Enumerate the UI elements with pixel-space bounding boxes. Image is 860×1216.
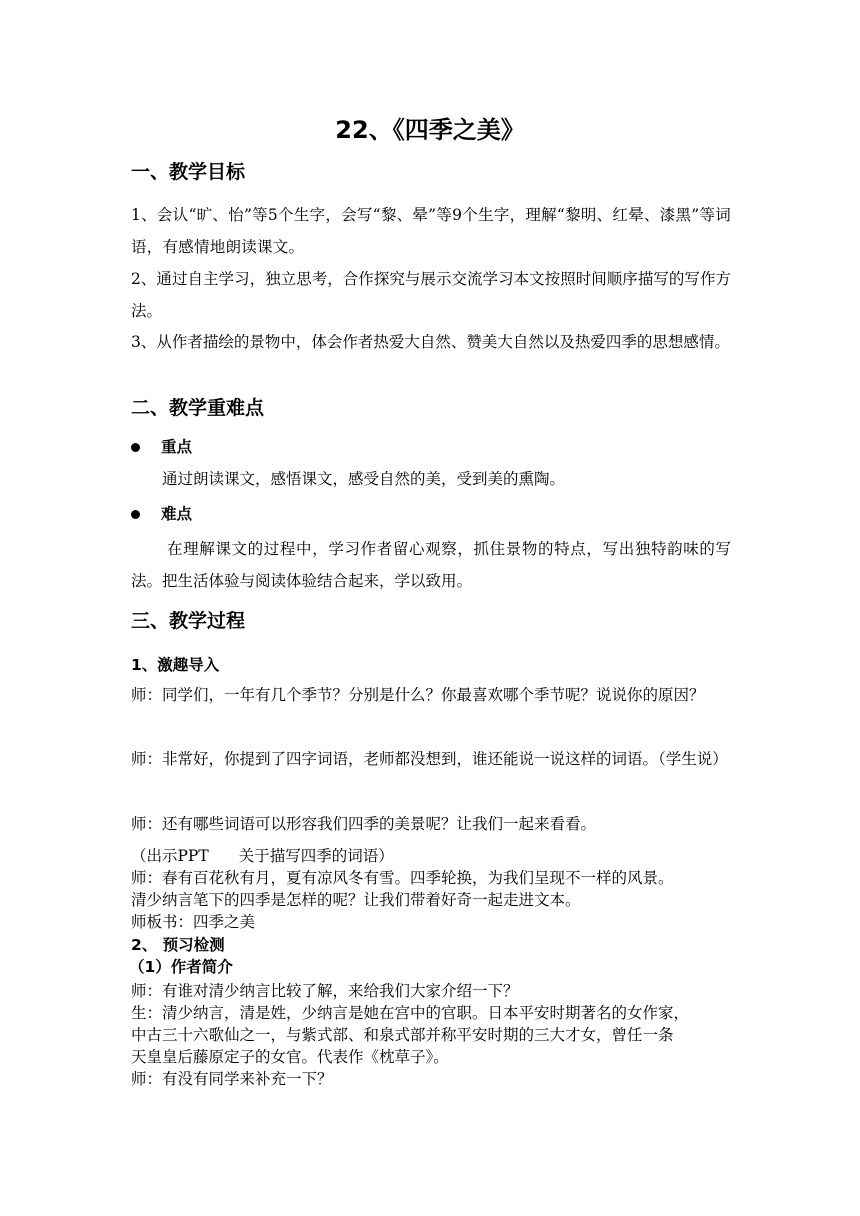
objective-item-1: 1、会认“旷、怡”等5个生字，会写“黎、晕”等9个生字，理解“黎明、红晕、漆黑”等词语，有感情地朗读课文。 xyxy=(131,206,731,256)
process-line-6: 中古三十六歌仙之一，与紫式部、和泉式部并称平安时期的三大才女，曾任一条 xyxy=(131,1026,674,1044)
section-heading-key-points: 二、教学重难点 xyxy=(131,397,265,419)
process-line-1: 师：春有百花秋有月，夏有凉风冬有雪。四季轮换，为我们呈现不一样的风景。 xyxy=(131,869,674,887)
step-2-title: 2、 预习检测 xyxy=(131,936,225,954)
step-1-title: 1、激趣导入 xyxy=(131,656,220,674)
section-heading-objectives: 一、教学目标 xyxy=(131,161,246,183)
process-line-8: 师：有没有同学来补充一下？ xyxy=(131,1070,333,1088)
process-line-5: 生：清少纳言，清是姓，少纳言是她在宫中的官职。日本平安时期著名的女作家， xyxy=(131,1004,690,1022)
objective-item-3: 3、从作者描绘的景物中，体会作者热爱大自然、赞美大自然以及热爱四季的思想感情。 xyxy=(131,333,730,351)
difficult-point-text: 在理解课文的过程中，学习作者留心观察，抓住景物的特点，写出独特韵味的写法。把生活体验与阅读体验结合起来，学以致用。 xyxy=(131,540,731,590)
ppt-note-part-1: （出示PPT xyxy=(131,847,209,865)
process-paragraph-3: 师：还有哪些词语可以形容我们四季的美景呢？让我们一起来看看。 xyxy=(131,815,597,833)
document-title: 22、《四季之美》 xyxy=(335,116,525,144)
section-heading-process: 三、教学过程 xyxy=(131,610,246,632)
objective-item-2: 2、通过自主学习，独立思考，合作探究与展示交流学习本文按照时间顺序描写的写作方法。 xyxy=(131,270,731,320)
process-line-3: 师板书：四季之美 xyxy=(131,913,256,931)
difficult-point-label: 难点 xyxy=(161,505,193,523)
bullet-dot-icon xyxy=(131,510,140,519)
process-paragraph-2: 师：非常好，你提到了四字词语，老师都没想到，谁还能说一说这样的词语。（学生说） xyxy=(131,750,728,768)
process-line-4: 师：有谁对清少纳言比较了解，来给我们大家介绍一下？ xyxy=(131,982,519,1000)
sub-step-1-title: （1）作者简介 xyxy=(129,958,233,976)
ppt-note-part-2: 关于描写四季的词语） xyxy=(238,847,394,865)
process-line-7: 天皇皇后藤原定子的女官。代表作《枕草子》。 xyxy=(131,1048,449,1066)
ppt-note xyxy=(131,845,731,867)
key-point-label: 重点 xyxy=(161,438,193,456)
process-paragraph-1: 师：同学们，一年有几个季节？分别是什么？你最喜欢哪个季节呢？说说你的原因？ xyxy=(131,686,705,704)
bullet-dot-icon xyxy=(131,443,140,452)
process-line-2: 清少纳言笔下的四季是怎样的呢？让我们带着好奇一起走进文本。 xyxy=(131,891,581,909)
key-point-text: 通过朗读课文，感悟课文，感受自然的美，受到美的熏陶。 xyxy=(162,470,566,488)
